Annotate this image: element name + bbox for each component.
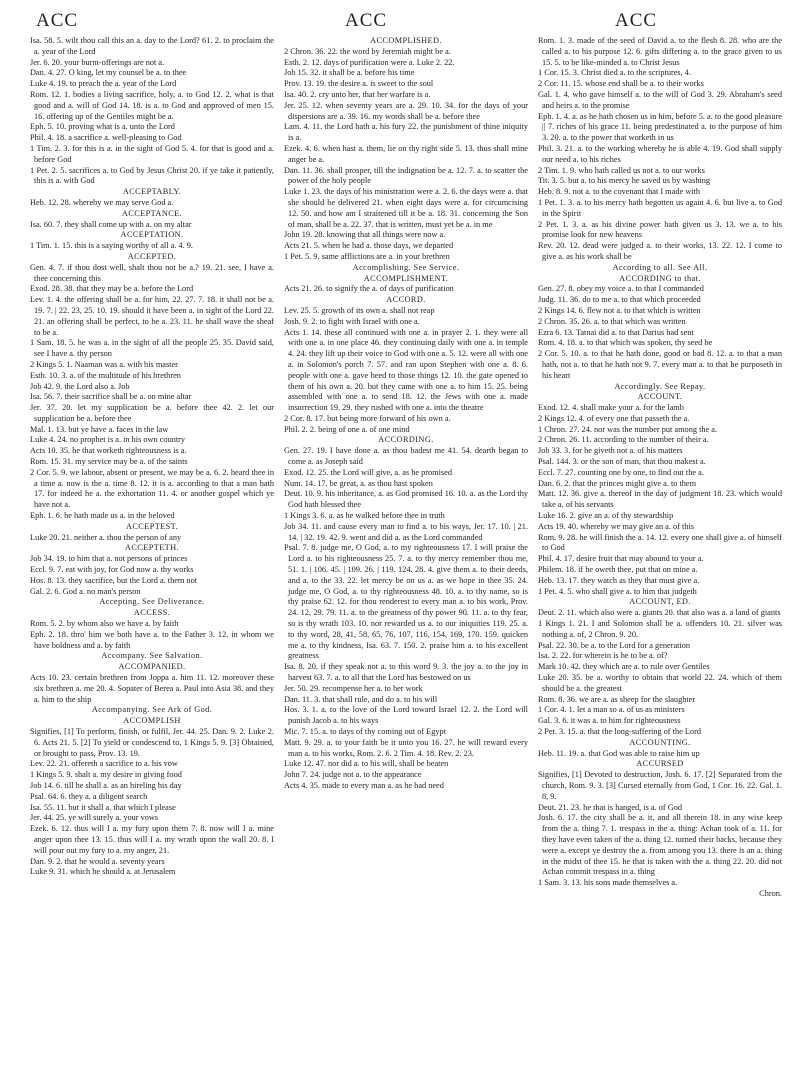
concordance-entry: Acts 10. 35. he that worketh righteousness is a. [30,446,187,456]
concordance-entry: 2 Kings 5. 1. Naaman was a. with his master [30,359,178,369]
entry-heading: ACCURSED [636,759,684,769]
entry-heading: ACCORD. [386,295,426,305]
entry-heading: ACCEPTEST. [125,521,179,531]
concordance-entry: John 7. 24. judge not a. to the appearance [284,770,422,780]
concordance-entry: Eccl. 7. 27. counting one by one, to find out the a. [538,467,704,477]
concordance-entry: 1 Pet. 5. 9. same afflictions are a. in your brethren [284,251,450,261]
entry-heading: ACCEPTABLY. [122,187,182,197]
column-middle [284,36,528,1081]
concordance-entry: Mal. 1. 13. but ye have a. faces in the law [30,424,169,434]
entry-heading: ACCORDING. [378,435,434,445]
concordance-entry: Rom. 15. 31. my service may be a. of the saints [30,457,188,467]
concordance-entry: Job 34. 19. to him that a. not persons of princes [30,554,188,564]
entry-heading: ACCESS. [133,608,171,618]
concordance-entry: Phil. 3. 21. a. to the working whereby he is able 4. 19. God shall supply our need a. to his riches [538,143,782,164]
concordance-entry: Josh. 6. 17. the city shall be a. it, and all therein 18. in any wise keep from the a. thing 7. 1. trespass in the a. thing: Achan took of a. 11. for they have even taken of the a. thing 12. turned their backs, because they were a. except ye destroy the a. from among you 13. there is an a. thing in the midst of thee 15. he that is taken with the a. thing 22. 20. did not Achan commit trespass in a. thing [538,813,782,877]
concordance-entry: Jer. 6. 20. your burnt-offerings are not a. [30,57,165,67]
entry-heading: ACCOUNT, ED. [629,597,691,607]
concordance-entry: Ezek. 4. 6. when hast a. them, lie on thy right side 5. 13. thus shall mine anger be a. [284,143,528,164]
concordance-entry: 1 Pet. 4. 5. who shall give a. to him that judgeth [538,586,697,596]
entry-heading: ACCEPTANCE. [121,208,183,218]
concordance-entry: Gen. 27. 8. obey my voice a. to that I commanded [538,284,704,294]
entry-heading: ACCEPTATION. [120,230,184,240]
concordance-entry: Lev. 1. 4. the offering shall be a. for him, 22. 27. 7. 18. it shall not be a. 19. 7. | 22. 23, 25. 10. 19. should it have been a. in sight of the Lord 22. 21. an offering shall be perfect, to be a. 23. 11. he shall wave the sheaf to be a. [30,295,274,337]
concordance-entry: Tit. 3. 5. but a. to his mercy he saved us by washing [538,176,711,186]
concordance-entry: 1 Sam. 18. 5. he was a. in the sight of all the people 25. 35. David said, see I have a. thy person [30,338,274,359]
concordance-entry: 2 Cor. 8. 17. but being more forward of his own a. [284,413,451,423]
concordance-entry: Signifies, [1] Devoted to destruction, Josh. 6. 17. [2] Separated from the church, Rom. 9. 3. [3] Cursed eternally from God, 1 Cor. 16. 22. Gal. 1. 8, 9. [538,770,782,801]
concordance-entry: Eph. 1. 6. he hath made us a. in the beloved [30,511,175,521]
concordance-entry: 2 Chron. 36. 22. the word by Jeremiah might be a. [284,46,451,56]
concordance-entry: Jer. 37. 20. let my supplication be a. before thee 42. 2. let our supplication be a. before thee [30,403,274,423]
entry-heading: Accepting. See Deliverance. [99,597,205,607]
concordance-entry: 1 Kings 5. 9. shalt a. my desire in giving food [30,770,182,780]
entry-heading: ACCORDING to that. [619,273,701,283]
concordance-entry: John 19. 28. knowing that all things were now a. [284,230,446,240]
entry-heading: ACCOUNT. [637,392,683,402]
concordance-entry: Acts 4. 35. made to every man a. as he had need [284,780,444,790]
concordance-entry: Philem. 18. if he oweth thee, put that on mine a. [538,565,698,575]
concordance-entry: Dan. 11. 3. that shall rule, and do a. to his will [284,694,438,704]
concordance-entry: 2 Cor. 11. 15. whose end shall be a. to their works [538,79,704,89]
header-left: ACC [36,10,79,31]
concordance-entry: Heb. 13. 17. they watch as they that must give a. [538,575,700,585]
concordance-entry: Isa. 56. 7. their sacrifice shall be a. on mine altar [30,392,192,402]
concordance-entry: 2 Pet. 3. 15. a. that the long-suffering of the Lord [538,727,701,736]
concordance-entry: Isa. 55. 11. but it shall a. that which I please [30,802,176,812]
concordance-entry: 2 Kings 14. 6. flew not a. to that which is written [538,305,701,315]
concordance-entry: Hos. 8. 13. they sacrifice, but the Lord a. them not [30,575,198,585]
entry-heading: Accompanying. See Ark of God. [91,705,213,715]
concordance-entry: Job 15. 32. it shall be a. before his time [284,68,415,78]
concordance-entry: Dan. 9. 2. that he would a. seventy years [30,856,165,866]
concordance-entry: Eph. 1. 4. a. as he hath chosen us in him, before 5. a. to the good pleasure || 7. riches of his grace 11. being predestinated a. to the purpose of him 3. 20. a. to the power that worketh in us [538,111,782,143]
concordance-entry: Matt. 12. 36. give a. thereof in the day of judgment 18. 23. which would take a. of his servants [538,489,782,510]
concordance-entry: Gal. 2. 6. God a. no man's person [30,586,141,596]
concordance-entry: Dan. 11. 36. shall prosper, till the indignation be a. 12. 7. a. to scatter the power of the holy people [284,165,528,186]
concordance-entry: Esth. 10. 3. a. of the multitude of his brethren [30,370,181,380]
concordance-entry: Gal. 1. 4. who gave himself a. to the will of God 3. 29. Abraham's seed and heirs a. to the promise [538,89,782,110]
concordance-entry: Psal. 144. 3. or the son of man, that thou makest a. [538,457,706,467]
concordance-entry: Signifies, [1] To perform, finish, or fulfil, Jer. 44. 25. Dan. 9. 2. Luke 2. 6. Acts 21. 5. [2] To yield or condescend to, 1 Kings 5. 9. [3] Obtained, or brought to pass, Prov. 13. 19. [30,727,274,758]
column-left [30,36,274,1081]
concordance-entry: Heb. 8. 9. not a. to the covenant that I made with [538,187,700,197]
concordance-entry: Eph. 5. 10. proving what is a. unto the Lord [30,122,175,132]
concordance-entry: Judg. 11. 36. do to me a. to that which proceeded [538,295,701,305]
concordance-entry: 2 Cor. 5. 10. a. to that he hath done, good or bad 8. 12. a. to that a man hath, not a. to that he hath not 9. 7. every man a. to that he purposeth in his heart [538,349,782,380]
concordance-entry: Acts 19. 40. whereby we may give an a. of this [538,521,694,531]
concordance-entry: 2 Chron. 26. 11. according to the number of their a. [538,435,709,445]
concordance-entry: 2 Kings 12. 4. of every one that passeth the a. [538,413,690,423]
concordance-entry: Job 14. 6. till he shall a. as an hireling his day [30,780,182,790]
concordance-entry: Job 34. 11. and cause every man to find a. to his ways, Jer. 17. 10. | 21. 14. | 32. 19. 42. 9. went and did a. as the Lord commanded [284,521,528,542]
concordance-entry: Isa. 2. 22. for wherein is he to be a. of? [538,651,668,661]
concordance-entry: Luke 4. 19. to preach the a. year of the Lord [30,79,177,89]
concordance-entry: 1 Cor. 15. 3. Christ died a. to the scriptures, 4. [538,68,692,78]
concordance-entry: 2 Chron. 35. 26. a. to that which was written [538,316,686,326]
concordance-entry: 1 Pet. 1. 3. a. to his mercy hath begotten us again 4. 6. but live a. to God in the Spirit [538,197,782,218]
entry-heading: ACCEPTED. [127,251,177,261]
concordance-entry: Rom. 4. 18. a. to that which was spoken, thy seed be [538,338,713,348]
concordance-entry: Luke 20. 21. neither a. thou the person of any [30,532,182,542]
concordance-entry: Exod. 28. 38. that they may be a. before the Lord [30,284,194,294]
concordance-entry: Matt. 9. 29. a. to your faith be it unto you 16. 27. he will reward every man a. to his works, Rom. 2. 6. 2 Tim. 4. 18. Rev. 2. 23. [284,737,528,758]
concordance-entry: Ezra 6. 13. Tatnai did a. to that Darius had sent [538,327,694,337]
concordance-entry: Jer. 44. 25. ye will surely a. your vows [30,813,159,823]
concordance-entry: 1 Tim. 1. 15. this is a saying worthy of all a. 4. 9. [30,241,193,251]
concordance-entry: Josh. 9. 2. to fight with Israel with one a. [284,316,420,326]
concordance-entry: Exod. 12. 4. shall make your a. for the lamb [538,403,684,413]
concordance-entry: Isa. 40. 2. cry unto her, that her warfare is a. [284,89,431,99]
concordance-entry: 2 Pet. 1. 3. a. as his divine power hath given us 3. 13. we a. to his promise look for new heavens [538,219,782,240]
concordance-entry: Luke 16. 2. give an a. of thy stewardship [538,511,674,521]
concordance-entry: 1 Tim. 2. 3. for this is a. in the sight of God 5. 4. for that is good and a. before God [30,143,274,164]
concordance-entry: Jer. 50. 29. recompense her a. to her work [284,683,423,693]
concordance-entry: 1 Pet. 2. 5. sacrifices a. to God by Jesus Christ 20. if ye take it patiently, this is a. with God [30,165,274,186]
concordance-entry: Eccl. 9. 7. eat with joy, for God now a. thy works [30,565,194,575]
concordance-entry: Prov. 13. 19. the desire a. is sweet to the soul [284,79,434,89]
entry-heading: ACCOMPANIED. [118,662,186,672]
header-middle: ACC [345,10,388,31]
entry-heading: Accomplishing. See Service. [352,262,460,272]
entry-heading: ACCEPTETH. [124,543,179,553]
concordance-entry: Deut. 10. 9. his inheritance, a. as God promised 16. 10. a. as the Lord thy God hath blessed thee [284,489,528,510]
header-right: ACC [615,10,658,31]
concordance-entry: Psal. 64. 6. they a. a diligent search [30,791,148,801]
concordance-entry: Luke 12. 47. nor did a. to his will, shall be beaten [284,759,449,769]
concordance-entry: Psal. 22. 30. be a. to the Lord for a generation [538,640,691,650]
concordance-entry: Eph. 2. 18. thro' him we both have a. to the Father 3. 12. in whom we have boldness and a. by faith [30,629,274,650]
concordance-entry: Luke 4. 24. no prophet is a. in his own country [30,435,186,445]
concordance-entry: Rev. 20. 12. dead were judged a. to their works, 13. 22. 12. I come to give a. as his work shall be [538,241,782,261]
concordance-entry: Esth. 2. 12. days of purification were a. Luke 2. 22. [284,57,455,67]
concordance-entry: Acts 21. 5. when he had a. those days, we departed [284,241,454,251]
concordance-entry: Ezek. 6. 12. thus will I a. my fury upon them 7. 8. now will I a. mine anger upon thee 13. 15. thus will I a. my wrath upon the wall 20. 8. I will pour out my fury to a. my anger, 21. [30,824,274,855]
concordance-entry: Phil. 2. 2. being of one a. of one mind [284,424,410,434]
concordance-entry: 1 Cor. 4. 1. let a man so a. of us as ministers [538,705,685,715]
concordance-entry: Acts 1. 14. these all continued with one a. in prayer 2. 1. they were all with one a. in one place 46. they continuing daily with one a. in temple 4. 24. they lift up their voice to God with one a. 5. 12. were all with one a. in Solomon's porch 7. 57. and ran upon Stephen with one a. 8. 6. people with one a. gave heed to those things 12. 10. the gate opened to them of his own a. 20. but they came with one a. to him 15. 25. being assembled with one a. to send 18. 12. the Jews with one a. made insurrection 19. 29. they rushed with one a. into the theatre [284,327,528,413]
concordance-entry: 1 Kings 1. 21. I and Solomon shall be a. offenders 10. 21. silver was nothing a. of, 2 Chron. 9. 20. [538,619,782,639]
concordance-entry: Rom. 5. 2. by whom also we have a. by faith [30,619,179,629]
concordance-entry: Job 42. 9. the Lord also a. Job [30,381,130,391]
concordance-entry: Mic. 7. 15. a. to days of thy coming out of Egypt [284,727,446,736]
concordance-entry: Gal. 3. 6. it was a. to him for righteousness [538,716,681,726]
concordance-entry: Heb. 12. 28. whereby we may serve God a. [30,197,174,207]
entry-heading: ACCOMPLISHMENT. [363,273,449,283]
entry-heading: Accordingly. See Repay. [614,381,706,391]
concordance-entry: Jer. 25. 12. when seventy years are a. 29. 10. 34. for the days of your dispersions are a. 39. 16. my words shall be a. before thee [284,100,528,121]
concordance-entry: Lev. 25. 5. growth of its own a. shall not reap [284,305,435,315]
concordance-entry: Rom. 1. 3. made of the seed of David a. to the flesh 8. 28. who are the called a. to his purpose 12. 6. gifts differing a. to the grace given to us 15. 5. to be like-minded a. to Christ Jesus [538,36,782,67]
entry-heading: ACCOMPLISHED. [370,36,442,45]
concordance-entry: Num. 14. 17. be great, a. as thou hast spoken [284,478,433,488]
concordance-entry: Phil. 4. 17. desire fruit that may abound to your a. [538,554,704,564]
concordance-entry: 1 Kings 3. 6. a. as he walked before thee in truth [284,511,445,521]
concordance-entry: Isa. 8. 20. if they speak not a. to this word 9. 3. the joy a. to the joy in harvest 63. 7. a. to all that the Lord has bestowed on us [284,662,528,683]
entry-heading: ACCOUNTING. [629,737,691,747]
running-header [0,10,800,36]
concordance-entry: Job 33. 3. for he giveth not a. of his matters [538,446,683,456]
concordance-entry: Luke 9. 31. which he should a. at Jerusalem [30,867,176,877]
concordance-columns [30,36,782,1081]
concordance-entry: Heb. 11. 19. a. that God was able to raise him up [538,748,700,758]
concordance-entry: 1 Sam. 3. 13. his sons made themselves a. [538,878,678,888]
concordance-entry: Rom. 12. 1. bodies a living sacrifice, holy, a. to God 12. 2. what is that good and a. will of God 14. 18. is a. to God and approved of men 15. 16. offering up of the Gentiles might be a. [30,89,274,121]
concordance-entry: 2 Tim. 1. 9. who hath called us not a. to our works [538,165,705,175]
concordance-entry: Rom. 9. 28. he will finish the a. 14. 12. every one shall give a. of himself to God [538,532,782,553]
concordance-entry: 1 Chron. 27. 24. nor was the number put among the a. [538,424,718,434]
concordance-entry: Psal. 7. 8. judge me, O God, a. to my righteousness 17. I will praise the Lord a. to his righteousness 25. 7. a. to thy mercy remember thou me, 51. 1. | 106. 45. | 109. 26. | 119. 124. 28. 4. give them a. to their deeds, and a. to the 33. 22. let mercy be on us a. as we hope in thee 35. 24. judge me, O God, a. to thy righteousness 48. 10. a. to thy name, so is thy praise 62. 12. for thou renderest to every man a. to his work, Prov. 24. 12, 29. 79. 11. a. to the greatness of thy power 90. 11. a. to thy fear, so is thy wrath 103. 10. nor rewarded us a. to our iniquities 119. 25. a. to thy word, 28, 41, 58, 65, 76, 107, 116, 154, 169, 170. 159. quicken me a. to thy kindness, Isa. 63. 7. 150. 2. praise him a. to his excellent greatness [284,543,528,661]
concordance-entry: Rom. 8. 36. we are a. as sheep for the slaughter [538,694,696,704]
concordance-entry: Hos. 3. 1. a. to the love of the Lord toward Israel 12. 2. the Lord will punish Jacob a. to his ways [284,705,528,726]
concordance-entry: Chron. [759,888,782,898]
concordance-entry: Isa. 58. 5. wilt thou call this an a. day to the Lord? 61. 2. to proclaim the a. year of the Lord [30,36,274,56]
concordance-entry: Exod. 12. 25. the Lord will give, a. as he promised [284,467,452,477]
concordance-entry: Luke 1. 23. the days of his ministration were a. 2. 6. the days were a. that she should be delivered 21. when eight days were a. for circumcising 12. 50. and how am I straitened till it be a. 18. 31. concerning the Son of man, shall be a. 22. 37. that is written, must yet be a. in me [284,187,528,229]
concordance-entry: Dan. 6. 2. that the princes might give a. to them [538,478,697,488]
concordance-entry: Mark 10. 42. they which are a. to rule over Gentiles [538,662,710,672]
concordance-entry: Deut. 2. 11. which also were a. giants 20. that also was a. a land of giants [538,608,781,618]
concordance-entry: Lev. 22. 21. offereth a sacrifice to a. his vow [30,759,178,769]
concordance-entry: Gen. 27. 19. I have done a. as thou badest me 41. 54. dearth began to come a. as Joseph said [284,446,528,467]
concordance-entry: Phil. 4. 18. a sacrifice a. well-pleasing to God [30,133,182,143]
entry-heading: According to all. See All. [612,262,708,272]
column-right [538,36,782,1081]
concordance-entry: Dan. 4. 27. O king, let my counsel be a. to thee [30,68,187,78]
concordance-entry: Acts 21. 26. to signify the a. of days of purification [284,284,454,294]
entry-heading: ACCOMPLISH [123,716,181,726]
concordance-entry: Isa. 60. 7. they shall come up with a. on my altar [30,219,192,229]
concordance-entry: Deut. 21. 23. he that is hanged, is a. of God [538,802,683,812]
concordance-entry: Luke 20. 35. be a. worthy to obtain that world 22. 24. which of them should be a. the greatest [538,673,782,693]
concordance-entry: Gen. 4. 7. if thou dost well, shalt thou not be a.? 19. 21. see, I have a. thee concerning this [30,262,274,283]
concordance-entry: Acts 10. 23. certain brethren from Joppa a. him 11. 12. moreover these six brethren a. me 20. 4. Sopater of Berea a. Paul into Asia 38. and they a. him to the ship [30,673,274,704]
concordance-entry: Lam. 4. 11. the Lord hath a. his fury 22. the punishment of thine iniquity is a. [284,122,528,143]
entry-heading: Accompany. See Salvation. [101,651,203,661]
concordance-entry: 2 Cor. 5. 9. we labour, absent or present, we may be a. 6. 2. heard thee in a time a. now is the a. time 8. 12. it is a. according to that a man hath 17. for indeed he a. the exhortation 11. 4. or another gospel which ye have not a. [30,467,274,510]
